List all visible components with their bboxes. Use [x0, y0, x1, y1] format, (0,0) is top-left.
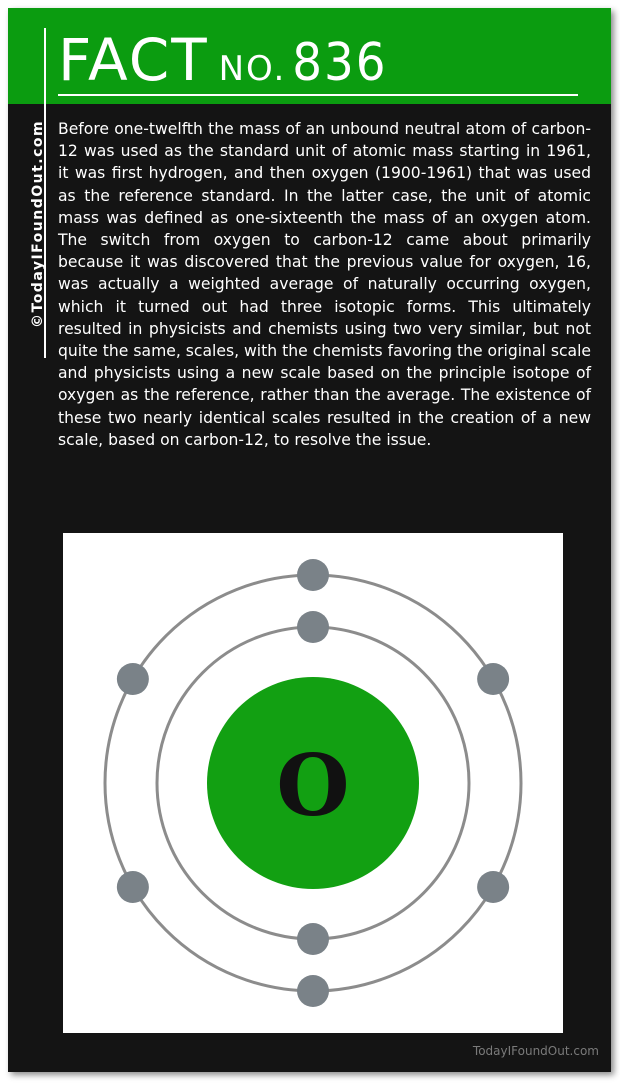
outer-electron	[477, 871, 509, 903]
outer-electron	[117, 871, 149, 903]
side-brand-label: ©TodayIFoundOut.com	[30, 119, 46, 328]
fact-number: 836	[292, 33, 388, 93]
fact-no-word: NO.	[218, 49, 287, 89]
outer-electron	[477, 663, 509, 695]
fact-body-text: Before one-twelfth the mass of an unbound neutral atom of carbon-12 was used as the standard unit of atomic mass starting in 1961, it was first hydrogen, and then oxygen (1900-1961) that was used as the reference standard. In the latter case, the unit of atomic mass was defined as one-sixteenth the mass of an oxygen atom. The switch from oxygen to carbon-12 came about primarily because it was discovered that the previous value for oxygen, 16, was actually a weighted average of naturally occurring oxygen, which it turned out had three isotopic forms. This ultimately resulted in physicists and chemists using two very similar, but not quite the same, scales, with the chemists favoring the original scale and physicists using a new scale based on the principle isotope of oxygen as the reference, rather than the average. The existence of these two nearly identical scales resulted in the creation of a new scale, based on carbon-12, to resolve the issue.	[58, 120, 591, 449]
outer-electron	[297, 559, 329, 591]
footer-watermark: TodayIFoundOut.com	[472, 1044, 599, 1058]
fact-card	[8, 8, 611, 1072]
header-banner	[8, 8, 611, 104]
atom-svg	[63, 533, 563, 1033]
oxygen-atom-diagram	[63, 533, 563, 1033]
inner-electron	[297, 611, 329, 643]
nucleus-symbol: O	[276, 736, 350, 835]
outer-electron	[297, 975, 329, 1007]
fact-title	[58, 26, 388, 94]
inner-electron	[297, 923, 329, 955]
title-underline	[58, 94, 578, 96]
fact-word: FACT	[58, 26, 209, 94]
outer-electron	[117, 663, 149, 695]
